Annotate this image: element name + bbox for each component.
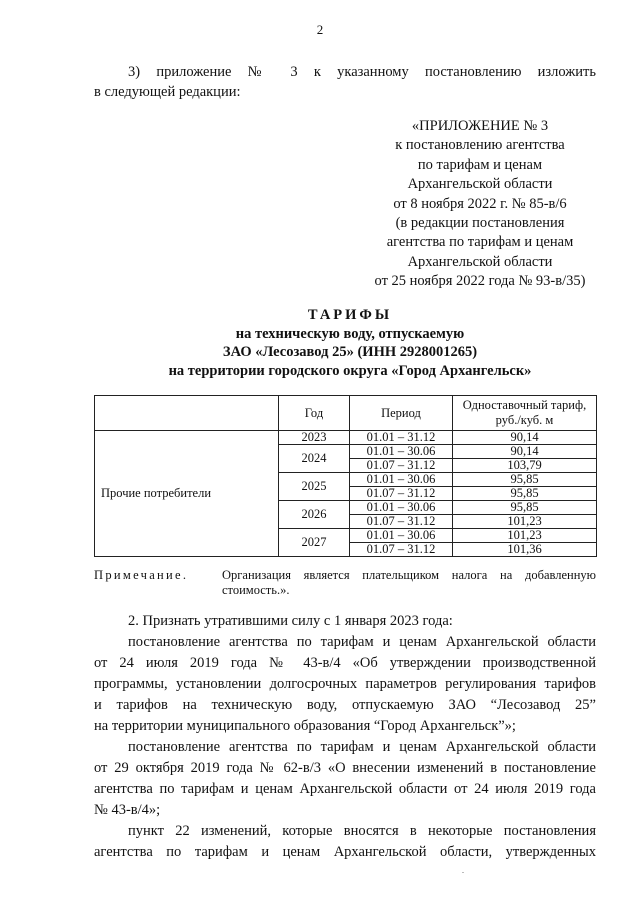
section-2-heading: 2. Признать утратившими силу с 1 января 2023 года: [128, 613, 453, 629]
appendix-line: к постановлению агентства [395, 137, 565, 154]
period-cell: 01.01 – 31.12 [350, 431, 453, 445]
paragraph-line: от 29 октября 2019 года № 62-в/3 «О внесении изменений в постановление [94, 760, 596, 776]
period-cell: 01.01 – 30.06 [350, 529, 453, 543]
table-note [94, 568, 596, 598]
header-consumer [95, 396, 279, 431]
scan-speck [462, 872, 464, 873]
appendix-line: Архангельской области [407, 253, 553, 270]
tariffs-table [94, 395, 597, 557]
appendix-line: Архангельской области [407, 176, 553, 193]
paragraph-line: постановление агентства по тарифам и ценам Архангельской области [128, 739, 596, 755]
intro-line-2: в следующей редакции: [94, 84, 241, 100]
paragraph-line: пункт 22 изменений, которые вносятся в некоторые постановления [128, 823, 596, 839]
period-cell: 01.01 – 30.06 [350, 445, 453, 459]
intro-line-1: 3) приложение № 3 к указанному постановлению изложить [128, 64, 596, 80]
appendix-line: агентства по тарифам и ценам [386, 234, 574, 251]
header-period: Период [350, 396, 453, 431]
paragraph-line: от 24 июля 2019 года № 43-в/4 «Об утверждении производственной [94, 655, 596, 671]
year-cell: 2027 [279, 529, 350, 557]
tariff-cell: 90,14 [453, 431, 597, 445]
paragraph-line: агентства по тарифам и ценам Архангельской области, утвержденных [94, 844, 596, 860]
appendix-block [360, 117, 600, 292]
consumer-cell: Прочие потребители [95, 431, 279, 557]
tariff-cell: 101,23 [453, 515, 597, 529]
paragraph-line: программы, установлении долгосрочных параметров регулирования тарифов [94, 676, 596, 692]
tariffs-heading [100, 306, 600, 380]
year-cell: 2025 [279, 473, 350, 501]
paragraph-line: агентства по тарифам и ценам Архангельской области от 24 июля 2019 года [94, 781, 596, 797]
appendix-line: от 8 ноября 2022 г. № 85-в/6 [393, 195, 567, 212]
note-text-continued: стоимость.». [222, 583, 290, 597]
heading-line: на территории городского округа «Город Архангельск» [168, 362, 532, 379]
tariff-cell: 95,85 [453, 473, 597, 487]
period-cell: 01.07 – 31.12 [350, 543, 453, 557]
tariff-cell: 90,14 [453, 445, 597, 459]
appendix-line: «ПРИЛОЖЕНИЕ № 3 [411, 118, 549, 134]
period-cell: 01.07 – 31.12 [350, 487, 453, 501]
year-cell: 2023 [279, 431, 350, 445]
period-cell: 01.01 – 30.06 [350, 473, 453, 487]
tariff-cell: 101,36 [453, 543, 597, 557]
tariff-cell: 95,85 [453, 487, 597, 501]
period-cell: 01.07 – 31.12 [350, 459, 453, 473]
table-row [95, 431, 597, 445]
note-label: Примечание. [94, 568, 189, 582]
paragraph-line: и тарифов на техническую воду, отпускаемую ЗАО “Лесозавод 25” [94, 697, 596, 713]
heading-title: ТАРИФЫ [307, 307, 393, 323]
heading-line: ЗАО «Лесозавод 25» (ИНН 2928001265) [222, 344, 478, 360]
heading-line: на техническую воду, отпускаемую [235, 325, 465, 342]
paragraph-line: № 43-в/4»; [94, 802, 161, 818]
appendix-line: по тарифам и ценам [417, 156, 543, 173]
note-text: Организация является плательщиком налога на добавленную [222, 568, 596, 582]
tariff-cell: 101,23 [453, 529, 597, 543]
period-cell: 01.01 – 30.06 [350, 501, 453, 515]
header-tariff: Одноставочный тариф, руб./куб. м [453, 396, 597, 431]
appendix-line: (в редакции постановления [395, 215, 565, 232]
tariff-cell: 103,79 [453, 459, 597, 473]
tariff-cell: 95,85 [453, 501, 597, 515]
paragraph-line: постановление агентства по тарифам и ценам Архангельской области [128, 634, 596, 650]
year-cell: 2026 [279, 501, 350, 529]
period-cell: 01.07 – 31.12 [350, 515, 453, 529]
header-year: Год [279, 396, 350, 431]
year-cell: 2024 [279, 445, 350, 473]
page-number: 2 [316, 22, 324, 37]
table-header-row [95, 396, 597, 431]
appendix-line: от 25 ноября 2022 года № 93-в/35) [374, 273, 586, 290]
paragraph-line: на территории муниципального образования “Город Архангельск”»; [94, 718, 516, 734]
